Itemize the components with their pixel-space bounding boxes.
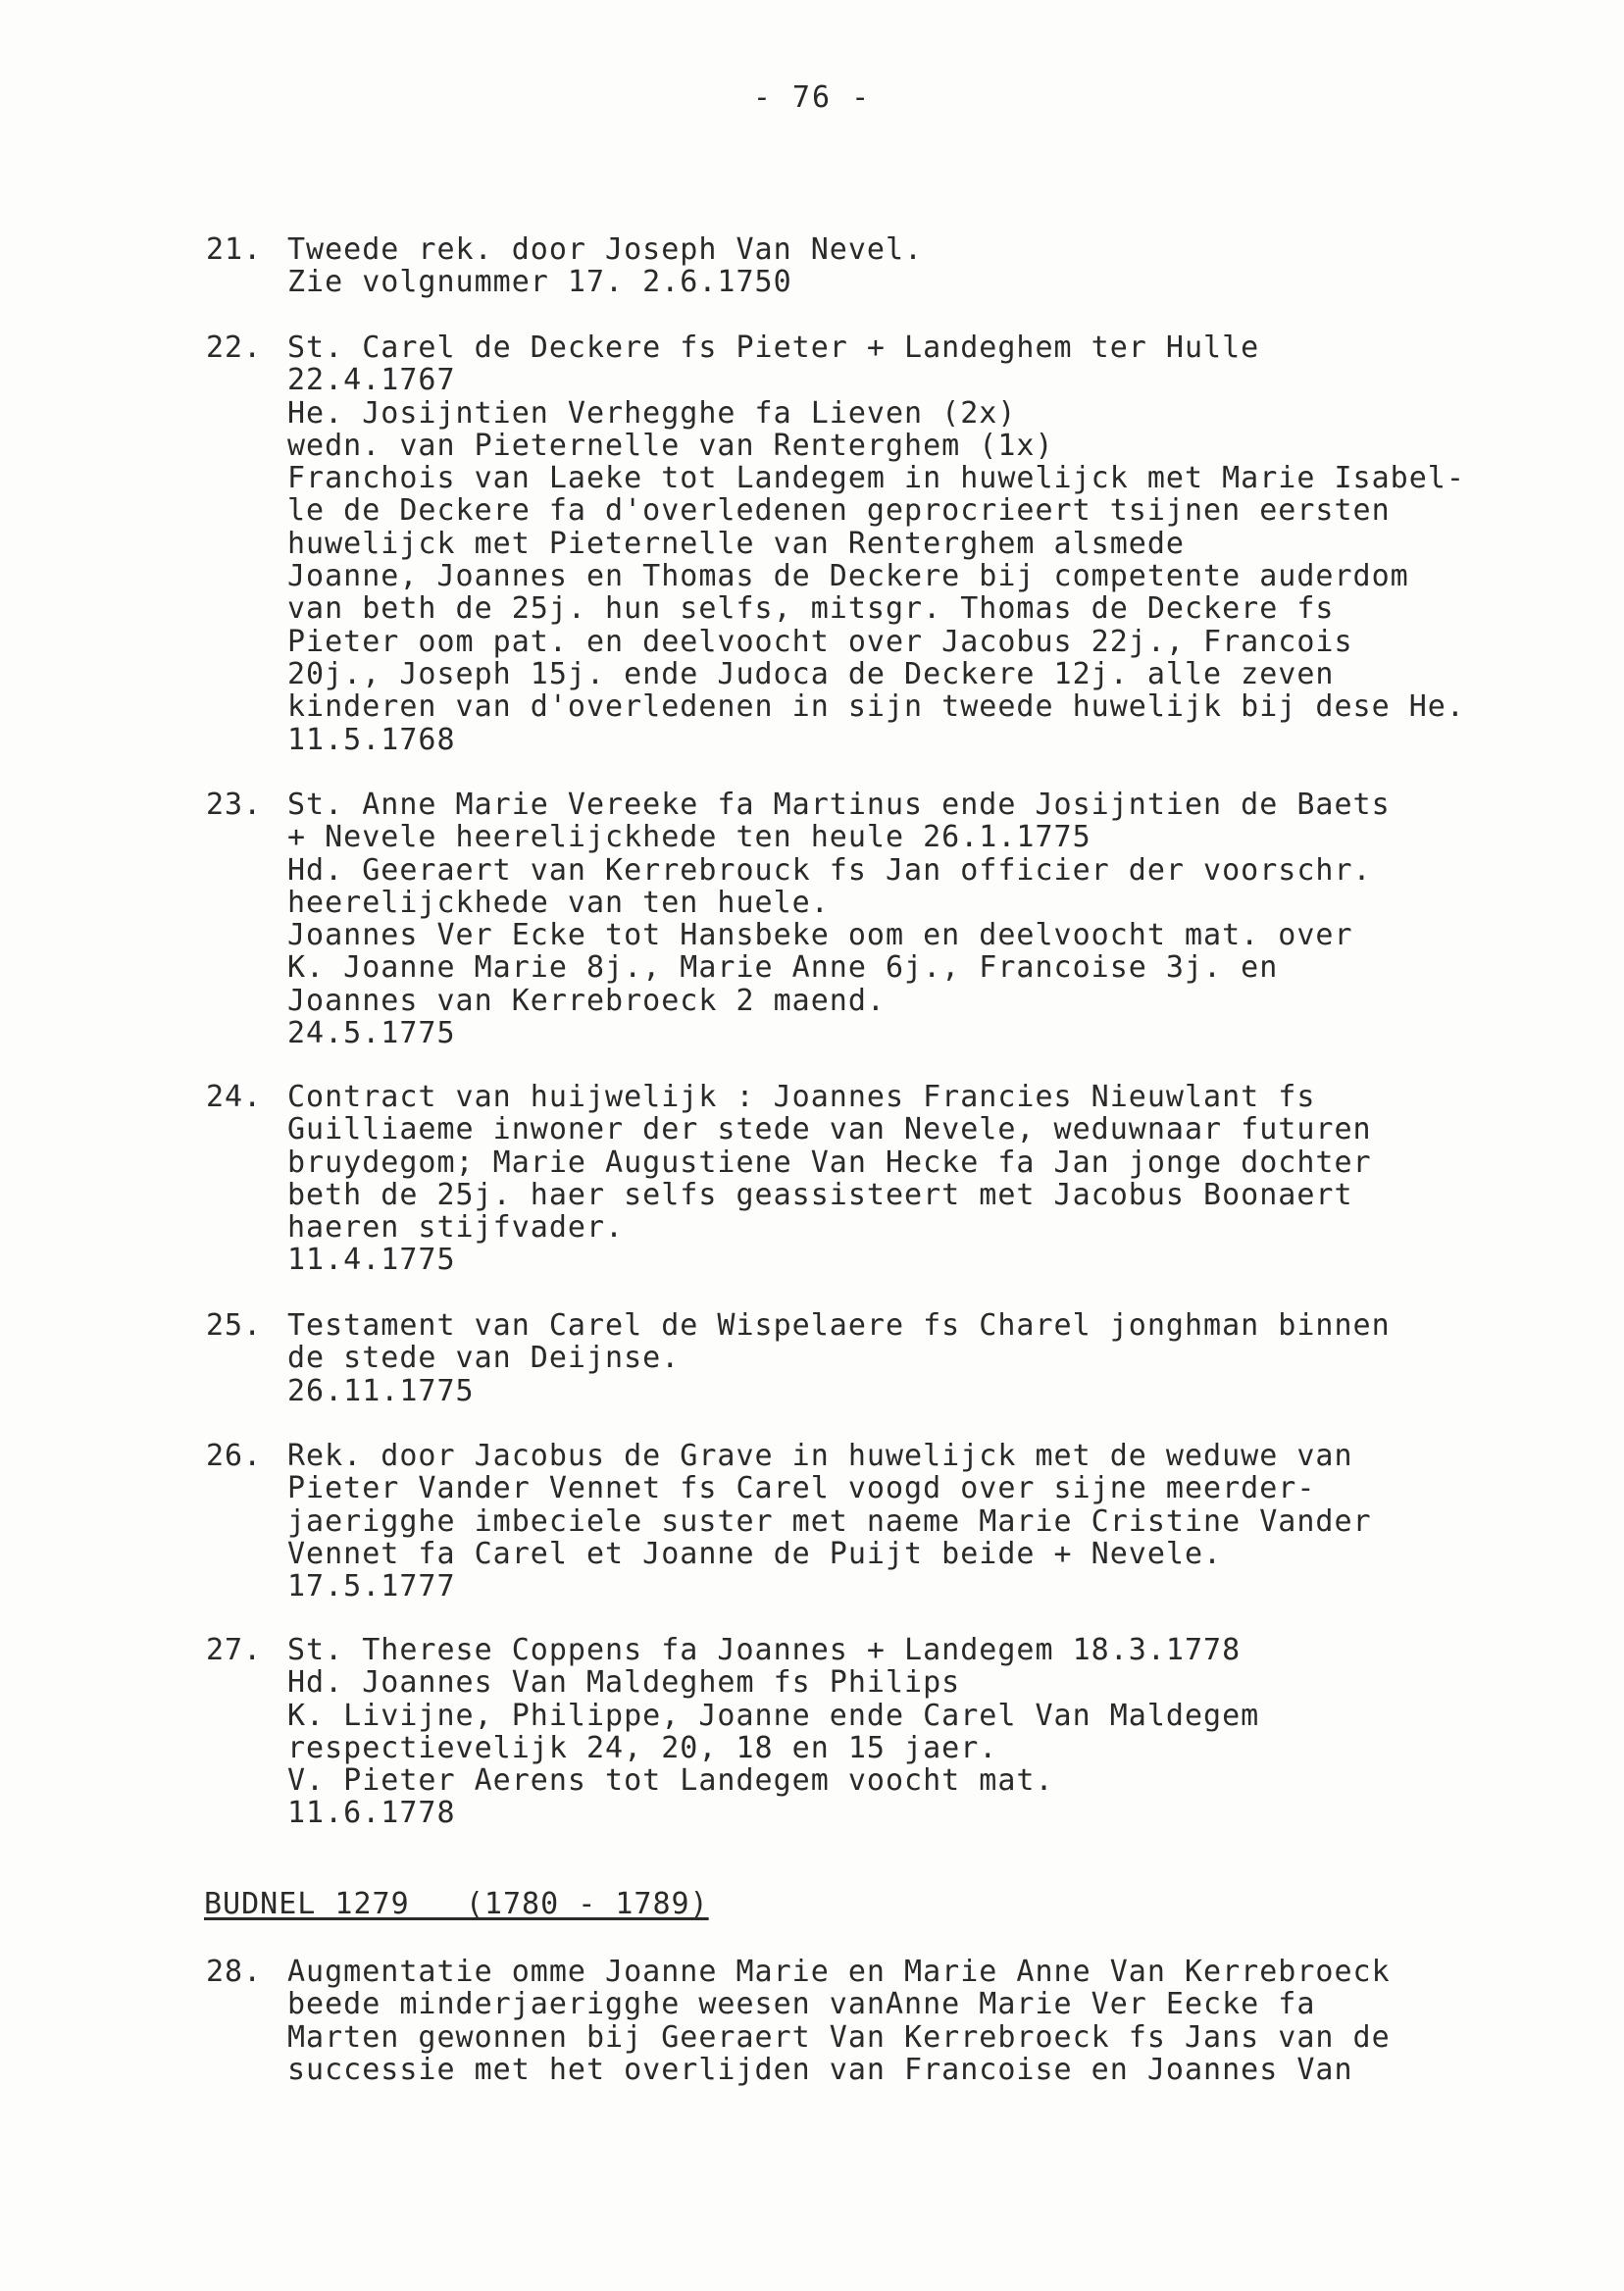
entry-line: 20j., Joseph 15j. ende Judoca de Deckere 12j. alle zeven [287,656,1335,691]
entry-line: + Nevele heerelijckhede ten heule 26.1.1775 [287,820,1091,855]
entry-line: Rek. door Jacobus de Grave in huwelijck met de weduwe van [287,1439,1353,1473]
entry-line: Zie volgnummer 17. 2.6.1750 [287,265,792,300]
entry-line: beth de 25j. haer selfs geassisteert met Jacobus Boonaert [287,1177,1353,1212]
entry-line: 26.11.1775 [287,1373,475,1408]
entry-line: haeren stijfvader. [287,1210,625,1246]
entry-25 [206,1309,1540,1407]
entry-number: 28. [206,1955,263,1989]
section-heading: BUDNEL 1279 (1780 - 1789) [204,1887,709,1921]
entry-line: van beth de 25j. hun selfs, mitsgr. Thomas de Deckere fs [287,591,1335,627]
entry-number: 24. [206,1080,263,1114]
entry-line: Guilliaeme inwoner der stede van Nevele, weduwnaar futuren [287,1112,1372,1147]
entry-number: 23. [206,788,263,822]
entry-line: Marten gewonnen bij Geeraert Van Kerrebroeck fs Jans van de [287,2019,1391,2055]
entry-22 [206,331,1540,756]
entry-number: 21. [206,232,263,267]
entry-28 [206,1956,1540,2086]
entry-line: le de Deckere fa d'overledenen geprocrieert tsijnen eersten [287,493,1391,529]
entry-line: Joannes Ver Ecke tot Hansbeke oom en deelvoocht mat. over [287,918,1353,953]
entry-line: 17.5.1777 [287,1569,456,1604]
entry-line: Hd. Joannes Van Maldeghem fs Philips [287,1665,961,1701]
entry-line: K. Livijne, Philippe, Joanne ende Carel Van Maldegem [287,1698,1260,1733]
entry-line: Hd. Geeraert van Kerrebrouck fs Jan officier der voorschr. [287,852,1372,888]
entry-line: Franchois van Laeke tot Landegem in huwelijck met Marie Isabel- [287,461,1465,496]
entry-line: 24.5.1775 [287,1016,456,1051]
entry-line: St. Carel de Deckere fs Pieter + Landeghem ter Hulle [287,331,1260,365]
entry-line: St. Anne Marie Vereeke fa Martinus ende Josijntien de Baets [287,788,1391,822]
entry-line: wedn. van Pieternelle van Renterghem (1x) [287,428,1054,463]
page-number: - 76 - [752,80,872,115]
entry-27 [206,1634,1540,1830]
entry-line: Pieter Vander Vennet fs Carel voogd over sijne meerder- [287,1471,1316,1506]
entry-line: successie met het overlijden van Francoise en Joannes Van [287,2052,1353,2087]
entry-line: de stede van Deijnse. [287,1341,681,1376]
entry-line: jaerigghe imbeciele suster met naeme Marie Cristine Vander [287,1503,1372,1539]
entry-line: 22.4.1767 [287,363,456,398]
entry-line: St. Therese Coppens fa Joannes + Landegem 18.3.1778 [287,1633,1242,1667]
entry-line: 11.5.1768 [287,722,456,757]
entry-line: kinderen van d'overledenen in sijn tweede huwelijk bij dese He. [287,689,1465,725]
entry-line: bruydegom; Marie Augustiene Van Hecke fa Jan jonge dochter [287,1145,1372,1180]
entry-line: Pieter oom pat. en deelvoocht over Jacobus 22j., Francois [287,624,1353,659]
entry-line: heerelijckhede van ten huele. [287,885,830,920]
entry-23 [206,789,1540,1049]
entry-line: huwelijck met Pieternelle van Renterghem alsmede [287,526,1185,561]
entry-line: Contract van huijwelijk : Joannes Francies Nieuwlant fs [287,1080,1316,1114]
entry-line: Joannes van Kerrebroeck 2 maend. [287,983,886,1018]
entry-line: Augmentatie omme Joanne Marie en Marie Anne Van Kerrebroeck [287,1955,1391,1989]
entry-line: Joanne, Joannes en Thomas de Deckere bij competente auderdom [287,559,1409,594]
entry-line: beede minderjaerigghe weesen vanAnne Marie Ver Eecke fa [287,1987,1316,2022]
entry-number: 26. [206,1439,263,1473]
entry-line: Testament van Carel de Wispelaere fs Charel jonghman binnen [287,1308,1391,1343]
entry-line: Tweede rek. door Joseph Van Nevel. [287,232,924,267]
entry-number: 27. [206,1633,263,1667]
entry-26 [206,1440,1540,1603]
entry-line: He. Josijntien Verhegghe fa Lieven (2x) [287,395,1017,431]
entry-21 [206,233,1540,299]
entry-line: 11.6.1778 [287,1796,456,1831]
entry-number: 25. [206,1308,263,1343]
entry-line: 11.4.1775 [287,1243,456,1278]
entry-24 [206,1081,1540,1277]
entry-line: V. Pieter Aerens tot Landegem voocht mat. [287,1763,1054,1799]
entry-line: K. Joanne Marie 8j., Marie Anne 6j., Francoise 3j. en [287,950,1279,986]
entry-line: respectievelijk 24, 20, 18 en 15 jaer. [287,1730,998,1765]
entry-line: Vennet fa Carel et Joanne de Puijt beide + Nevele. [287,1536,1223,1571]
entry-number: 22. [206,331,263,365]
